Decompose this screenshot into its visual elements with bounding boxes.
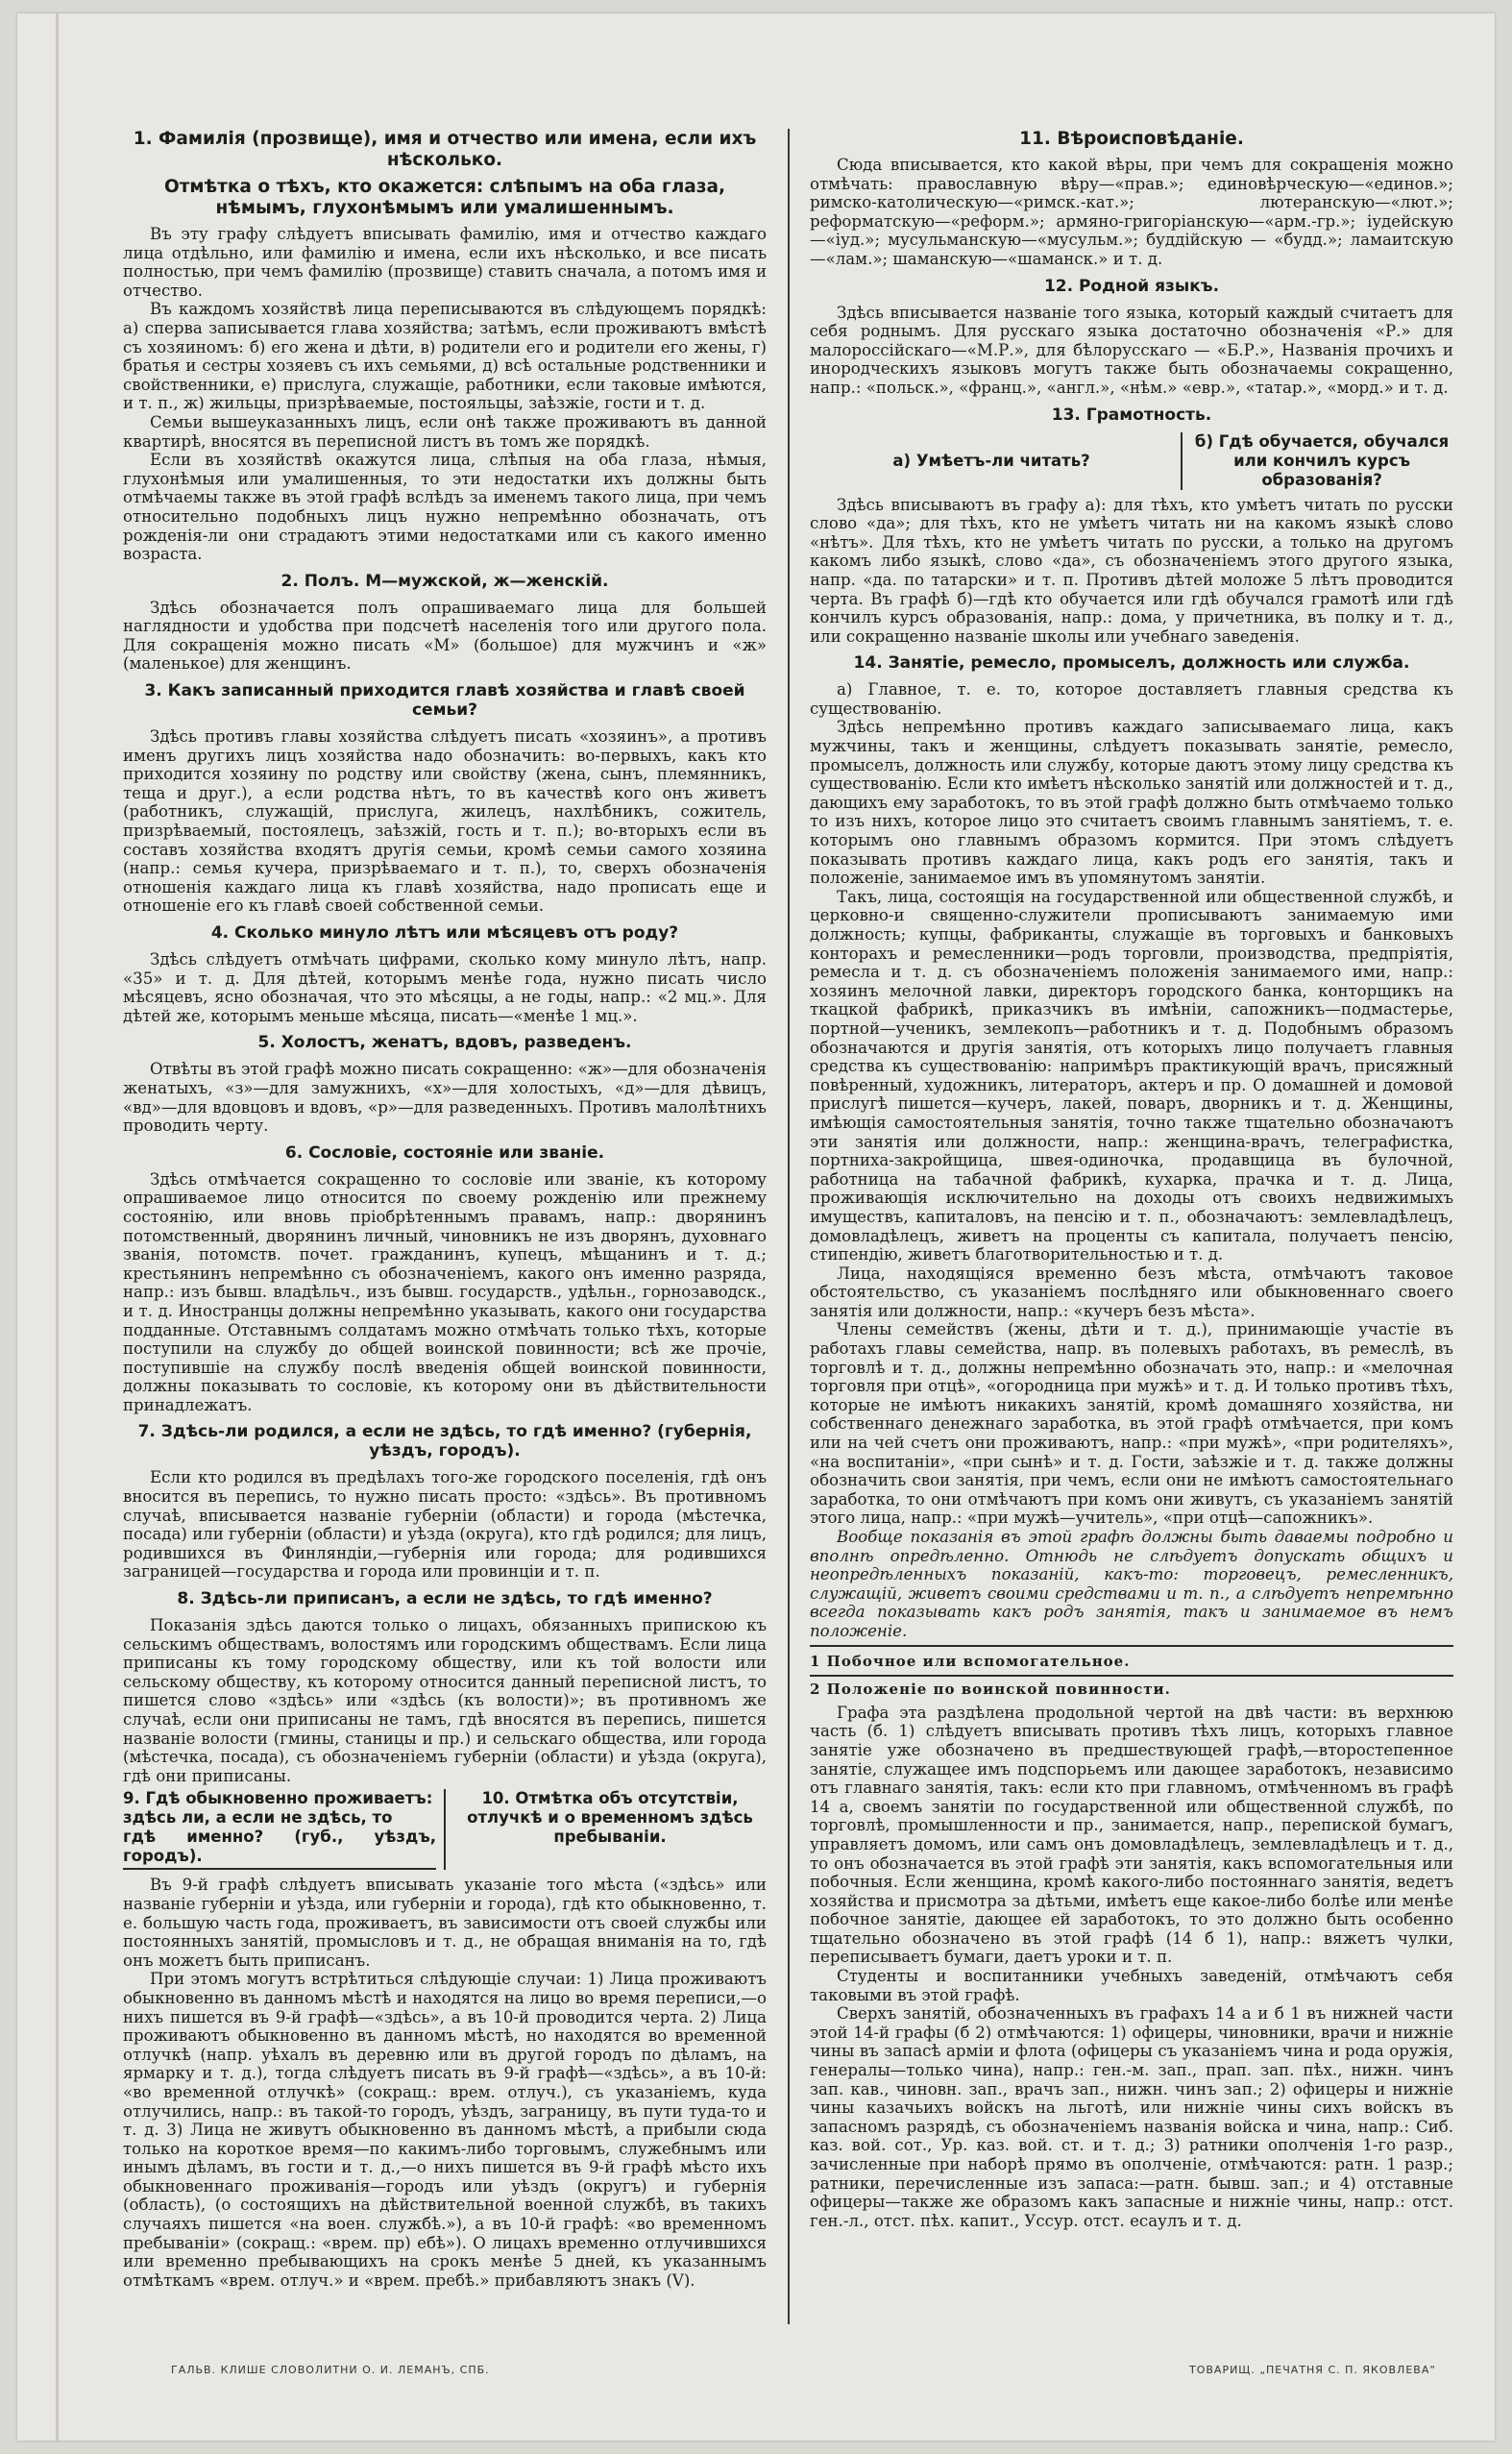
section-1-text: Въ каждомъ хозяйствѣ лица переписываются въ слѣдующемъ порядкѣ: а) сперва записывается глава хозяйства; затѣмъ, если проживаютъ вмѣстѣ съ хозяиномъ: б) его жена и дѣти, в) родители его и родители его жены, г) братья и сестры хозяевъ съ ихъ семьями, д) всѣ остальные родственники и свойственники, е) прислуга, служащіе, работники, если таковые имѣются, и т. п., ж) жильцы, призрѣваемые, постояльцы, заѣзжіе, гости и т. д.	[123, 300, 767, 413]
section-14-text: Студенты и воспитанники учебныхъ заведеній, отмѣчаютъ себя таковыми въ этой графѣ.	[810, 1967, 1453, 2004]
section-7-title: 7. Здѣсь-ли родился, а если не здѣсь, то гдѣ именно? (губернія, уѣздъ, городъ).	[137, 1422, 752, 1461]
section-5-text: Отвѣты въ этой графѣ можно писать сокращенно: «ж»—для обозначенія женатыхъ, «з»—для замужнихъ, «х»—для холостыхъ, «д»—для дѣвицъ, «вд»—для вдовцовъ и вдовъ, «р»—для разведенныхъ. Противъ малолѣтнихъ проводить черту.	[123, 1060, 767, 1136]
section-9-text: Въ 9-й графѣ слѣдуетъ вписывать указаніе того мѣста («здѣсь» или названіе губерніи и уѣзда, или губерніи и города), гдѣ кто обыкновенно, т. е. большую часть года, проживаетъ, въ зависимости отъ своей службы или постоянныхъ занятій, промысловъ и т. д., не обращая вниманія на то, гдѣ онъ можетъ быть приписанъ.	[123, 1876, 767, 1970]
columns	[123, 129, 1453, 2339]
section-rule	[810, 1675, 1453, 1677]
section-2-title: 2. Полъ. М—мужской, ж—женскій.	[280, 571, 609, 591]
section-9-title	[123, 1789, 444, 1870]
section-8-title: 8. Здѣсь-ли приписанъ, а если не здѣсь, то гдѣ именно?	[177, 1589, 713, 1609]
section-13-header	[810, 432, 1453, 490]
right-column	[810, 129, 1453, 2339]
section-14-text: Здѣсь непремѣнно противъ каждаго записываемаго лица, какъ мужчины, такъ и женщины, слѣдуетъ показывать занятіе, ремесло, промыселъ, должность или службу, которые даютъ этому лицу средства къ существованію. Если кто имѣетъ нѣсколько занятій или должностей и т. д., дающихъ ему заработокъ, то въ этой графѣ должно быть отмѣчаемо только то изъ нихъ, которое лицо это считаетъ своимъ главнымъ занятіемъ, т. е. которымъ оно главнымъ образомъ кормится. При этомъ слѣдуетъ показывать противъ каждаго лица, какъ родъ его занятія, такъ и положеніе, занимаемое имъ въ упомянутомъ занятіи.	[810, 718, 1453, 888]
section-1-note: Отмѣтка о тѣхъ, кто окажется: слѣпымъ на оба глаза, нѣмымъ, глухонѣмымъ или умалишеннымъ.	[163, 177, 726, 218]
section-14-b1-title: 1 Побочное или вспомогательное.	[810, 1652, 1131, 1670]
section-2-text: Здѣсь обозначается полъ опрашиваемаго лица для большей наглядности и удобства при подсчетѣ населенія того или другого пола. Для сокращенія можно писать «М» (большое) для мужчинъ и «ж» (маленькое) для женщинъ.	[123, 598, 767, 674]
section-9-text: При этомъ могутъ встрѣтиться слѣдующіе случаи: 1) Лица проживаютъ обыкновенно въ данномъ мѣстѣ и находятся на лицо во время переписи,—о нихъ пишется въ 9-й графѣ—«здѣсь», а въ 10-й проводится черта. 2) Лица проживаютъ обыкновенно въ данномъ мѣстѣ, но находятся во временной отлучкѣ (напр. уѣхалъ въ деревню или въ другой городъ по дѣламъ, на ярмарку и т. д.), тогда слѣдуетъ писать въ 9-й графѣ—«здѣсь», а въ 10-й: «во временной отлучкѣ» (сокращ.: врем. отлуч.), съ указаніемъ, куда отлучились, напр.: въ такой-то городъ, уѣздъ, заграницу, въ пути туда-то и т. д. 3) Лица не живутъ обыкновенно въ данномъ мѣстѣ, а прибыли сюда только на короткое время—по какимъ-либо торговымъ, служебнымъ или инымъ дѣламъ, въ гости и т. д.,—о нихъ пишется въ 9-й графѣ мѣсто ихъ обыкновеннаго проживанія—городъ или уѣздъ (округъ) и губернія (область), (о состоящихъ на дѣйствительной военной службѣ, въ такихъ случаяхъ пишется «на воен. службѣ.»), а въ 10-й графѣ: «во временномъ пребываніи» (сокращ.: «врем. пр) ебѣ»). О лицахъ временно отлучившихся или временно пребывающихъ на срокъ менѣе 5 дней, къ указаннымъ отмѣткамъ «врем. отлуч.» и «врем. пребѣ.» прибавляютъ знакъ (V).	[123, 1970, 767, 2290]
section-12-text: Здѣсь вписывается названіе того языка, который каждый считаетъ для себя роднымъ. Для русскаго языка достаточно обозначенія «Р.» для малороссійскаго—«М.Р.», для бѣлорусскаго — «Б.Р.», Названія прочихъ и инородческихъ языковъ могутъ также быть обозначаемы сокращенно, напр.: «польск.», «франц.», «англ.», «нѣм.» «евр.», «татар.», «морд.» и т. д.	[810, 303, 1453, 397]
section-12-title: 12. Родной языкъ.	[1043, 276, 1220, 296]
section-9-title-line: гдѣ именно? (губ., уѣздъ, городъ).	[123, 1828, 436, 1870]
section-4-text: Здѣсь слѣдуетъ отмѣчать цифрами, сколько кому минуло лѣтъ, напр. «35» и т. д. Для дѣтей, которымъ менѣе года, нужно писать число мѣсяцевъ, ясно обозначая, что это мѣсяцы, а не годы, напр.: «2 мц.». Для дѣтей же, которымъ меньше мѣсяца, писать—«менѣе 1 мц.».	[123, 950, 767, 1025]
section-9-title-line: 9. Гдѣ обыкновенно проживаетъ:	[123, 1789, 433, 1808]
section-3-text: Здѣсь противъ главы хозяйства слѣдуетъ писать «хозяинъ», а противъ именъ другихъ лицъ хозяйства надо обозначить: во-первыхъ, какъ кто приходится хозяину по родству или свойству (жена, сынъ, племянникъ, теща и друг.), а если родства нѣтъ, то въ качествѣ кого онъ живетъ (работникъ, служащій, прислуга, жилецъ, нахлѣбникъ, сожитель, призрѣваемый, постоялецъ, заѣзжій, гость и т. п.); во-вторыхъ если въ составъ хозяйства входятъ другія семьи, кромѣ семьи самого хозяина (напр.: семья кучера, призрѣваемаго и т. п.), то, сверхъ обозначенія отношенія каждаго лица къ главѣ хозяйства, надо прописать еще и отношеніе его къ главѣ своей собственной семьи.	[123, 727, 767, 916]
section-14-text: Вообще показанія въ этой графѣ должны быть даваемы подробно и вполнѣ опредѣленно. Отнюдь не слѣдуетъ допускать общихъ и неопредѣленныхъ показаній, какъ-то: торговецъ, ремесленникъ, служащій, живетъ своими средствами и т. п., а слѣдуетъ непремѣнно всегда показывать какъ родъ занятія, такъ и занимаемое въ немъ положеніе.	[810, 1528, 1453, 1640]
left-column	[123, 129, 767, 2339]
section-14-text: Графа эта раздѣлена продольной чертой на двѣ части: въ верхнюю часть (б. 1) слѣдуетъ вписывать противъ тѣхъ лицъ, которыхъ главное занятіе уже обозначено въ предшествующей графѣ,—второстепенное занятіе, служащее имъ подспорьемъ или дающее заработокъ, независимо отъ главнаго занятія, такъ: если кто при главномъ, отмѣченномъ въ графѣ 14 а, своемъ занятіи по государственной или общественной службѣ, по торговлѣ, промышленности и пр., занимается, напр., перепиской бумагъ, управляетъ домомъ, или самъ онъ домовладѣлецъ, землевладѣлецъ и т. д., то онъ обозначается въ этой графѣ эти занятія, какъ вспомогательныя или побочныя. Если женщина, кромѣ какого-либо постояннаго занятія, ведетъ хозяйства и присмотра за дѣтьми, имѣетъ еще какое-либо болѣе или менѣе побочное занятіе, дающее ей заработокъ, то это должно быть особенно тщательно обозначено въ этой графѣ (14 б 1), напр.: вяжетъ чулки, переписываетъ бумаги, даетъ уроки и т. п.	[810, 1703, 1453, 1967]
printer-credit-left: ГАЛЬВ. КЛИШЕ СЛОВОЛИТНИ О. И. ЛЕМАНЪ, СПБ.	[171, 2364, 490, 2376]
section-14-b2-title: 2 Положеніе по воинской повинности.	[810, 1681, 1171, 1699]
section-8-text: Показанія здѣсь даются только о лицахъ, обязанныхъ припискою къ сельскимъ обществамъ, волостямъ или городскимъ обществамъ. Если лица приписаны къ тому городскому обществу, или къ той волости или сельскому обществу, къ которому относится данный переписной листъ, то пишется слово «здѣсь» или «здѣсь (къ волости)»; въ противномъ же случаѣ, если они приписаны не тамъ, гдѣ вносятся въ перепись, пишется названіе волости (гмины, станицы и пр.) и сельскаго общества, или города (мѣстечка, посада), съ обозначеніемъ губерніи (области) и уѣзда (округа), гдѣ они приписаны.	[123, 1616, 767, 1785]
document-sheet	[17, 13, 1495, 2441]
sections-9-10-header	[123, 1789, 767, 1870]
sheet-fold	[56, 13, 59, 2441]
section-14-text: Сверхъ занятій, обозначенныхъ въ графахъ 14 а и б 1 въ нижней части этой 14-й графы (б 2) отмѣчаются: 1) офицеры, чиновники, врачи и нижніе чины въ запасѣ арміи и флота (офицеры съ указаніемъ чина и рода оружія, генералы—только чина), напр.: ген.-м. зап., прап. зап. пѣх., нижн. чинъ зап. кав., чиновн. зап., врачъ зап., нижн. чинъ зап.; 2) офицеры и нижніе чины казачьихъ войскъ на льготѣ, или нижніе чины сихъ войскъ въ запасномъ разрядѣ, съ обозначеніемъ названія войска и чина, напр.: Сиб. каз. вой. сот., Ур. каз. вой. ст. и т. д.; 3) ратники ополченія 1-го разр., зачисленные при наборѣ прямо въ ополченіе, отмѣчаются: ратн. 1 разр.; ратники, перечисленные изъ запаса:—ратн. бывш. зап.; и 4) отставные офицеры—также же образомъ какъ запасные и нижніе чины, напр.: отст. ген.-л., отст. пѣх. капит., Уссур. отст. есаулъ и т. д.	[810, 2004, 1453, 2230]
section-1-text: Семьи вышеуказанныхъ лицъ, если онѣ также проживаютъ въ данной квартирѣ, вносятся въ переписной листъ въ томъ же порядкѣ.	[123, 412, 767, 451]
section-13-title: 13. Грамотность.	[1051, 405, 1212, 425]
section-rule	[810, 1645, 1453, 1647]
section-14-text: Лица, находящіяся временно безъ мѣста, отмѣчаютъ таковое обстоятельство, съ указаніемъ послѣдняго или обыкновеннаго своего занятія или должности, напр.: «кучеръ безъ мѣста».	[810, 1264, 1453, 1320]
section-14-title: 14. Занятіе, ремесло, промыселъ, должность или служба.	[853, 653, 1410, 674]
section-11-title: 11. Вѣроисповѣданіе.	[1019, 129, 1244, 149]
section-1-title: 1. Фамилія (прозвище), имя и отчество или имена, если ихъ нѣсколько.	[133, 129, 757, 170]
section-14-text: Такъ, лица, состоящія на государственной или общественной службѣ, и церковно-и священно-служители прописываютъ занимаемую ими должность; купцы, фабриканты, служащіе въ торговыхъ и банковыхъ конторахъ и ремесленники—родъ торговли, производства, предпріятія, ремесла и т. д. съ обозначеніемъ положенія занимаемого ими, напр.: хозяинъ мелочной лавки, директоръ городского банка, конторщикъ на ткацкой фабрикѣ, приказчикъ въ имѣніи, сапожникъ—подмастерье, портной—ученикъ, землекопъ—работникъ и т. д. Подобнымъ образомъ обозначаются и другія занятія, отъ которыхъ лицо получаетъ главныя средства къ существованію: напримѣръ практикующій врачъ, присяжный повѣренный, художникъ, литераторъ, актеръ и пр. О домашней и домовой прислугѣ пишется—кучеръ, лакей, поваръ, дворникъ и т. д. Женщины, имѣющія самостоятельныя занятія, точно также тщательно обозначаютъ эти занятія или должности, напр.: женщина-врачъ, телеграфистка, портниха-закройщица, швея-одиночка, продавщица въ булочной, работница на табачной фабрикѣ, кухарка, прачка и т. д. Лица, проживающія исключительно на доходы отъ своихъ недвижимыхъ имуществъ, капиталовъ, на пенсію и т. п., обозначаютъ: землевладѣлецъ, домовладѣлецъ, живетъ на проценты съ капитала, получаетъ пенсію, стипендію, живетъ благотворительностью и т. д.	[810, 887, 1453, 1264]
section-11-text: Сюда вписывается, кто какой вѣры, при чемъ для сокращенія можно отмѣчать: православную вѣру—«прав.»; единовѣрческую—«единов.»; римско-католическую—«римск.-кат.»; лютеранскую—«лют.»; реформатскую—«реформ.»; армяно-григоріанскую—«арм.-гр.»; іудейскую—«іуд.»; мусульманскую—«мусульм.»; буддійскую — «будд.»; ламаитскую—«лам.»; шаманскую—«шаманск.» и т. д.	[810, 156, 1453, 268]
section-13-b: б) Гдѣ обучается, обучался или кончилъ курсъ образованія?	[1181, 432, 1453, 490]
section-5-title: 5. Холостъ, женатъ, вдовъ, разведенъ.	[257, 1033, 632, 1053]
section-3-title: 3. Какъ записанный приходится главѣ хозяйства и главѣ своей семьи?	[144, 681, 745, 721]
section-14-subtitle: а) Главное, т. е. то, которое доставляетъ главныя средства къ существованію.	[810, 680, 1453, 718]
section-7-text: Если кто родился въ предѣлахъ того-же городского поселенія, гдѣ онъ вносится въ перепись, то нужно писать просто: «здѣсь». Въ противномъ случаѣ, вписывается названіе губерніи (области) и города (мѣстечка, посада) или губерніи (области) и уѣзда (округа), кто гдѣ родился; для лицъ, родившихся въ Финляндіи,—губернія или города; для родившихся заграницей—государства и города или провинціи и т. п.	[123, 1468, 767, 1582]
section-6-text: Здѣсь отмѣчается сокращенно то сословіе или званіе, къ которому опрашиваемое лицо относится по своему рожденію или прежнему состоянію, или вновь пріобрѣтеннымъ правамъ, напр.: дворянинъ потомственный, дворянинъ личный, чиновникъ не изъ дворянъ, духовнаго званія, потомств. почет. гражданинъ, купецъ, мѣщанинъ и т. д.; крестьянинъ непремѣнно съ обозначеніемъ, какого онъ именно разряда, напр.: изъ бывш. владѣльч., изъ бывш. государств., удѣльн., горнозаводск., и т. д. Иностранцы должны непремѣнно указывать, какого они государства подданные. Отставнымъ солдатамъ можно отмѣчать только тѣхъ, которые поступили на службу до общей воинской повинности; всѣ же прочіе, поступившіе на службу послѣ введенія общей воинской повинности, должны показывать то сословіе, къ которому они въ дѣйствительности принадлежатъ.	[123, 1169, 767, 1414]
section-10-title: 10. Отмѣтка объ отсутствіи, отлучкѣ и о временномъ здѣсь пребываніи.	[444, 1789, 767, 1870]
section-4-title: 4. Сколько минуло лѣтъ или мѣсяцевъ отъ роду?	[210, 923, 679, 943]
section-1-text: Если въ хозяйствѣ окажутся лица, слѣпыя на оба глаза, нѣмыя, глухонѣмыя или умалишенныя, то эти недостатки ихъ должны быть отмѣчаемы также въ этой графѣ вслѣдъ за именемъ такого лица, при чемъ относительно подобныхъ лицъ нужно непремѣнно обозначать, отъ рожденія-ли они страдаютъ этими недостатками или съ какого именно возраста.	[123, 451, 767, 564]
printer-credit-right: ТОВАРИЩ. „ПЕЧАТНЯ С. П. ЯКОВЛЕВА“	[1189, 2364, 1437, 2376]
section-9-title-line: здѣсь ли, а если не здѣсь, то	[123, 1808, 393, 1828]
column-divider	[788, 129, 790, 2324]
section-6-title: 6. Сословіе, состояніе или званіе.	[284, 1142, 605, 1163]
section-1-text: Въ эту графу слѣдуетъ вписывать фамилію, имя и отчество каждаго лица отдѣльно, или фамилію и имена, если ихъ нѣсколько, и все писать полностью, при чемъ фамилію (прозвище) ставить сначала, а потомъ имя и отчество.	[123, 225, 767, 300]
section-14-text: Члены семействъ (жены, дѣти и т. д.), принимающіе участіе въ работахъ главы семейства, напр. въ полевыхъ работахъ, въ ремеслѣ, въ торговлѣ и т. д., должны непремѣнно обозначать это, напр.: и «мелочная торговля при отцѣ», «огородница при мужѣ» и т. д. И только противъ тѣхъ, которые не имѣютъ никакихъ занятій, кромѣ домашняго хозяйства, ни собственнаго денежнаго заработка, въ этой графѣ отмѣчается, при комъ или на чей счетъ они проживаютъ, напр.: «при мужѣ», «при родителяхъ», «на воспитаніи», «при сынѣ» и т. д. Гости, заѣзжіе и т. д. также должны обозначить свои занятія, при чемъ, если они не имѣютъ самостоятельнаго заработка, то они отмѣчаютъ при комъ они живутъ, съ указаніемъ занятій этого лица, напр.: «при мужѣ—учитель», «при отцѣ—сапожникъ».	[810, 1320, 1453, 1528]
section-13-text: Здѣсь вписываютъ въ графу а): для тѣхъ, кто умѣетъ читать по русски слово «да»; для тѣхъ, кто не умѣетъ читать ни на какомъ языкѣ слово «нѣтъ». Для тѣхъ, кто не умѣетъ читать по русски, а только на другомъ какомъ либо языкѣ, слово «да», съ обозначеніемъ этого другого языка, напр. «да. по татарски» и т. п. Противъ дѣтей моложе 5 лѣтъ проводится черта. Въ графѣ б)—гдѣ кто обучается или гдѣ обучался грамотѣ или гдѣ кончилъ курсъ образованія, напр.: дома, у причетника, въ полку и т. д., или сокращенно названіе школы или учебнаго заведенія.	[810, 495, 1453, 646]
section-13-a: а) Умѣетъ-ли читать?	[892, 451, 1090, 470]
